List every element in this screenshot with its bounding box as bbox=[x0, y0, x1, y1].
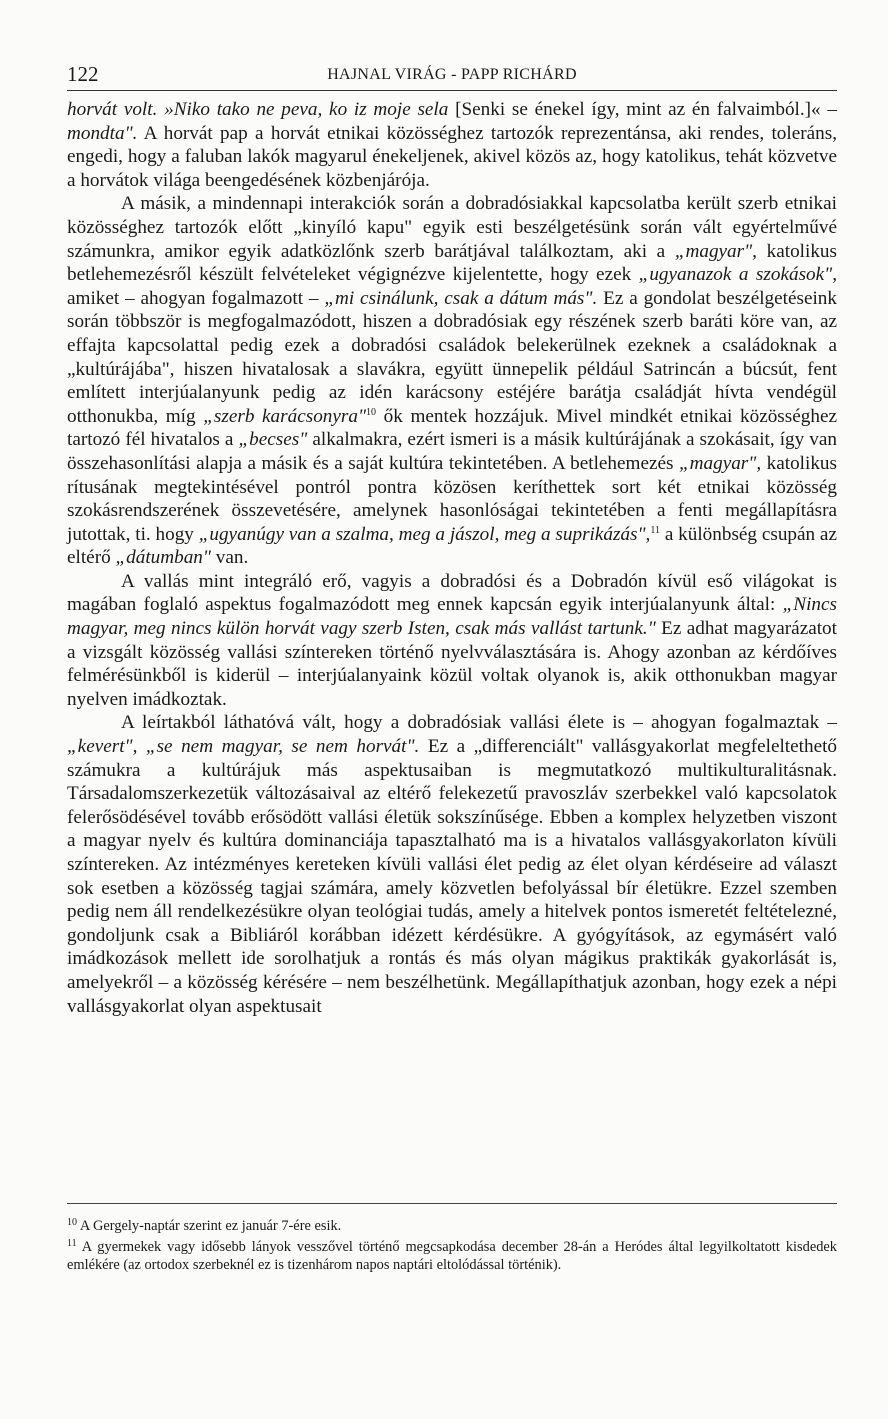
quoted-speech: „szerb karácsonyra" bbox=[203, 405, 367, 427]
text-run: a különbség csupán az eltérő bbox=[67, 523, 837, 569]
footnote-text: A gyermekek vagy idősebb lányok vesszővel történő megcsapkodása december 28-án a Heródes által legyilkoltatott kisdedek emlékére (az ortodox szerbeknél ez is tizenhárom napos naptári eltolódással történik). bbox=[67, 1239, 837, 1273]
quoted-speech: „becses" bbox=[238, 429, 308, 451]
text-run: van. bbox=[210, 547, 249, 569]
running-head-authors: HAJNAL VIRÁG - PAPP RICHÁRD bbox=[327, 66, 577, 83]
text-run: A horvát pap a horvát etnikai közösséghez tartozók reprezentánsa, aki rendes, toleráns, engedi, hogy a faluban lakók magyarul énekeljenek, akivel közös az, hogy katolikus, tehát közvetve a horvátok világa beengedésének közbenjárója. bbox=[67, 122, 837, 191]
quoted-speech: „ugyanazok a szokások", bbox=[638, 264, 837, 286]
footnote-mark: 11 bbox=[67, 1238, 77, 1249]
quoted-speech: mondta". bbox=[67, 122, 138, 144]
text-run: Ez a „differenciált" vallásgyakorlat megfeleltethető számukra a kultúrájuk más aspektusaiban is megmutatkozó multikulturalitásnak. Társadalomszerkezetük változásaival az eltérő felekezetű pravoszláv szerbekkel való kapcsolatok felerősödésével tovább erősödött vallási életük sokszínűsége. Ebben a komplex helyzetben viszont a magyar nyelv és kultúra dominanciája tapasztalható ma is a hivatalos vallásgyakorlaton kívüli színtereken. Az intézményes kereteken kívüli vallási élet pedig az élet olyan kérdéseire ad választ sok esetben a közösség tagjai számára, amely közvetlen befolyással bír életükre. Ezzel szemben pedig nem áll rendelkezésükre olyan teológiai tudás, amely a hitelvek pontos ismeretét feltételezné, gondoljunk csak a Bibliáról korábban idézett kérdésükre. A gyógyítások, az egymásért való imádkozások mellett ide sorolhatjuk a rontás és más olyan mágikus praktikák gyakorlását is, amelyekről – a közösség kérésére – nem beszélhetünk. Megállapíthatjuk azonban, hogy ezek a népi vallásgyakorlat olyan aspektusait bbox=[67, 736, 838, 1017]
text-run: Ez adhat magyarázatot a vizsgált közösség vallási színtereken történő nyelvválasztására is. Ahogy azonban az kérdőíves felmérésünkből is kiderül – interjúalanyaink közül voltak olyanok is, akik otthonukban magyar nyelven imádkoztak. bbox=[67, 618, 837, 710]
page-number: 122 bbox=[67, 62, 99, 86]
footnote-text: A Gergely-naptár szerint ez január 7-ére esik. bbox=[79, 1218, 342, 1234]
paragraph bbox=[67, 570, 837, 712]
text-run: alkalmakra, ezért ismeri is a másik kultúrájának a szokásait, így van összehasonlítási alapja a másik és a saját kultúra tekintetében. A betlehemezés bbox=[67, 429, 837, 474]
quoted-speech: „dátumban" bbox=[115, 547, 211, 569]
quoted-speech: „magyar", bbox=[678, 452, 762, 474]
paragraph bbox=[67, 192, 837, 570]
footnote-ref: 10 bbox=[366, 406, 377, 418]
text-run: amiket – ahogyan fogalmazott – bbox=[67, 287, 325, 309]
footnote-ref: 11 bbox=[650, 524, 660, 536]
text-run: A leírtakból láthatóvá vált, hogy a dobradósiak vallási élete is – ahogyan fogalmaztak – bbox=[121, 712, 837, 734]
footnotes bbox=[67, 1214, 837, 1274]
quoted-speech: „kevert", „se nem magyar, se nem horvát". bbox=[67, 736, 420, 758]
text-run: A vallás mint integráló erő, vagyis a dobradósi és a Dobradón kívül eső világokat is magában foglaló aspektus fogalmazódott meg ennek kapcsán egyik interjúalanyunk által: bbox=[67, 570, 837, 616]
text-run: ők mentek hozzájuk. Mivel mindkét etnikai közösséghez tartozó fél hivatalos a bbox=[67, 405, 837, 451]
paragraph bbox=[67, 711, 837, 1018]
quoted-speech: „magyar", bbox=[674, 240, 757, 262]
body-text bbox=[67, 98, 837, 1018]
footnote-11 bbox=[67, 1235, 837, 1274]
text-run: katolikus betlehemezésről készült felvételeket végignézve kijelentette, hogy ezek bbox=[67, 240, 837, 286]
quoted-speech: „ugyanúgy van a szalma, meg a jászol, meg a suprikázás", bbox=[198, 523, 651, 545]
footnote-divider bbox=[67, 1203, 837, 1204]
quoted-speech: „mi csinálunk, csak a dátum más". bbox=[324, 287, 598, 309]
quoted-speech: „Nincs magyar, meg nincs külön horvát vagy szerb Isten, csak más vallást tartunk." bbox=[67, 594, 837, 640]
text-run: A másik, a mindennapi interakciók során a dobradósiakkal kapcsolatba került szerb etnikai közösséghez tartozók előtt „kinyíló kapu" egyik esti beszélgetésünk során vált egyértelművé számunkra, amikor egyik adatközlőnk szerb barátjával találkoztam, aki a bbox=[67, 193, 837, 262]
quoted-speech: horvát volt. »Niko tako ne peva, ko iz moje sela bbox=[67, 99, 449, 120]
text-run: [Senki se énekel így, mint az én falvaimból.]« – bbox=[448, 99, 837, 120]
text-run: katolikus rítusának megtekintésével pontról pontra közösen keríthettek sort két etnikai közösség szokásrendszerének összevetésére, amelynek hasonlóságai tekintetében a fenti megállapításra jutottak, ti. hogy bbox=[67, 452, 837, 545]
footnote-10 bbox=[67, 1214, 837, 1235]
paragraph bbox=[67, 98, 837, 192]
footnote-mark: 10 bbox=[67, 1217, 77, 1228]
text-run: Ez a gondolat beszélgetéseink során többször is megfogalmazódott, hiszen a dobradósiak egy részének szerb baráti köre van, az effajta kapcsolattal pedig ezek a dobradósi családok belekerülnek ezeknek a családoknak a „kultúrájába", hiszen hivatalosak a slavákra, együtt ünnepelik például Satrincán a búcsút, fent említett interjúalanyunk pedig az idén karácsony estéjére barátja családját hívta vendégül otthonukba, míg bbox=[67, 287, 837, 427]
running-header bbox=[67, 62, 837, 91]
